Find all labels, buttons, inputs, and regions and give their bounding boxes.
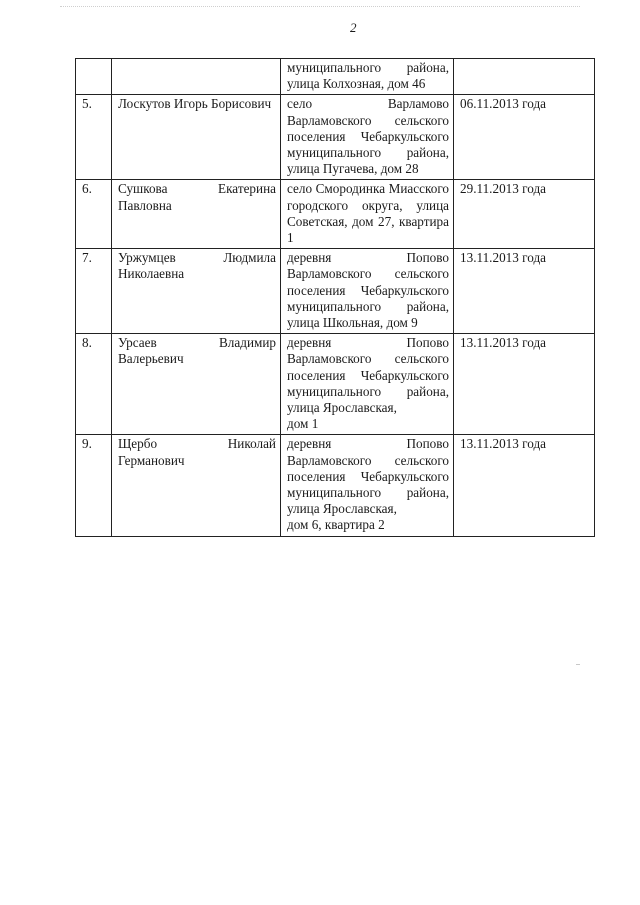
table-row (76, 334, 595, 435)
scan-mark (576, 664, 580, 665)
address: село Варламово Варламовского сельского поселения Чебаркульского муниципального района, улица Пугачева, дом 28 (281, 95, 454, 180)
person-name: Щербо Николай Германович (112, 435, 281, 536)
person-name: Лоскутов Игорь Борисович (112, 95, 281, 180)
person-name: Урсаев Владимир Валерьевич (112, 334, 281, 435)
row-number: 7. (76, 249, 112, 334)
date: 13.11.2013 года (454, 334, 595, 435)
page-number: 2 (350, 20, 357, 35)
scan-noise-line (60, 6, 580, 8)
row-number: 9. (76, 435, 112, 536)
date: 29.11.2013 года (454, 180, 595, 249)
address: село Смородинка Миасского городского округа, улица Советская, дом 27, квартира 1 (281, 180, 454, 249)
row-number: 5. (76, 95, 112, 180)
date (454, 59, 595, 95)
table-row (76, 249, 595, 334)
table-row (76, 59, 595, 95)
person-name (112, 59, 281, 95)
row-number (76, 59, 112, 95)
records-table (75, 58, 595, 537)
address: деревня Попово Варламовского сельского поселения Чебаркульского муниципального района, улица Ярославская, дом 1 (281, 334, 454, 435)
address: деревня Попово Варламовского сельского поселения Чебаркульского муниципального района, улица Ярославская, дом 6, квартира 2 (281, 435, 454, 536)
date: 13.11.2013 года (454, 435, 595, 536)
date: 06.11.2013 года (454, 95, 595, 180)
date: 13.11.2013 года (454, 249, 595, 334)
person-name: Уржумцев Людмила Николаевна (112, 249, 281, 334)
person-name: Сушкова Екатерина Павловна (112, 180, 281, 249)
address: деревня Попово Варламовского сельского поселения Чебаркульского муниципального района, улица Школьная, дом 9 (281, 249, 454, 334)
table-row (76, 180, 595, 249)
table-row (76, 95, 595, 180)
row-number: 6. (76, 180, 112, 249)
table-row (76, 435, 595, 536)
address: муниципального района, улица Колхозная, дом 46 (281, 59, 454, 95)
row-number: 8. (76, 334, 112, 435)
